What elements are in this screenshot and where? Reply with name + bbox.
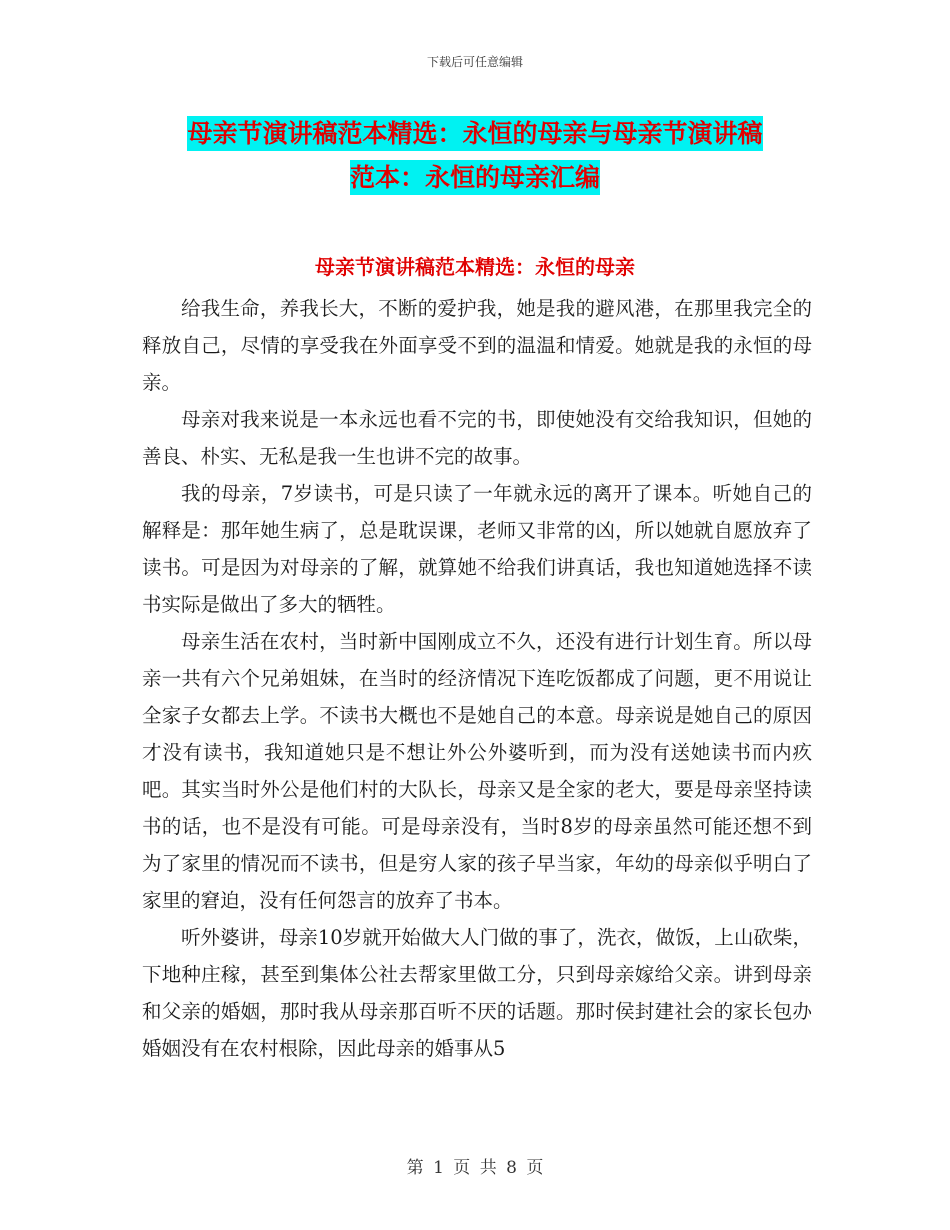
section-title: 母亲节演讲稿范本精选：永恒的母亲 xyxy=(315,255,635,279)
document-title-line-2: 范本：永恒的母亲汇编 xyxy=(350,160,600,195)
document-title-line-1: 母亲节演讲稿范本精选：永恒的母亲与母亲节演讲稿 xyxy=(187,116,762,151)
page-header-note: 下载后可任意编辑 xyxy=(426,55,523,69)
paragraph: 母亲对我来说是一本永远也看不完的书，即使她没有交给我知识，但她的善良、朴实、无私是我一生也讲不完的故事。 xyxy=(142,408,812,468)
paragraph: 母亲生活在农村，当时新中国刚成立不久，还没有进行计划生育。所以母亲一共有六个兄弟姐妹，在当时的经济情况下连吃饭都成了问题，更不用说让全家子女都去上学。不读书大概也不是她自己的本意。母亲说是她自己的原因才没有读书，我知道她只是不想让外公外婆听到，而为没有送她读书而内疚吧。其实当时外公是他们村的大队长，母亲又是全家的老大，要是母亲坚持读书的话，也不是没有可能。可是母亲没有，当时8岁的母亲虽然可能还想不到为了家里的情况而不读书，但是穷人家的孩子早当家，年幼的母亲似乎明白了家里的窘迫，没有任何怨言的放弃了书本。 xyxy=(142,630,812,912)
paragraph: 给我生命，养我长大，不断的爱护我，她是我的避风港，在那里我完全的释放自己，尽情的享受我在外面享受不到的温温和情爱。她就是我的永恒的母亲。 xyxy=(142,297,812,394)
paragraph: 我的母亲，7岁读书，可是只读了一年就永远的离开了课本。听她自己的解释是：那年她生病了，总是耽误课，老师又非常的凶，所以她就自愿放弃了读书。可是因为对母亲的了解，就算她不给我们讲真话，我也知道她选择不读书实际是做出了多大的牺牲。 xyxy=(142,482,812,616)
page-footer: 第 1 页 共 8 页 xyxy=(406,1158,544,1178)
document-title xyxy=(130,112,820,200)
body-text xyxy=(142,290,812,1067)
paragraph: 听外婆讲，母亲10岁就开始做大人门做的事了，洗衣，做饭，上山砍柴，下地种庄稼，甚至到集体公社去帮家里做工分，只到母亲嫁给父亲。讲到母亲和父亲的婚姻，那时我从母亲那百听不厌的话题。那时侯封建社会的家长包办婚姻没有在农村根除，因此母亲的婚事从5 xyxy=(142,926,812,1060)
